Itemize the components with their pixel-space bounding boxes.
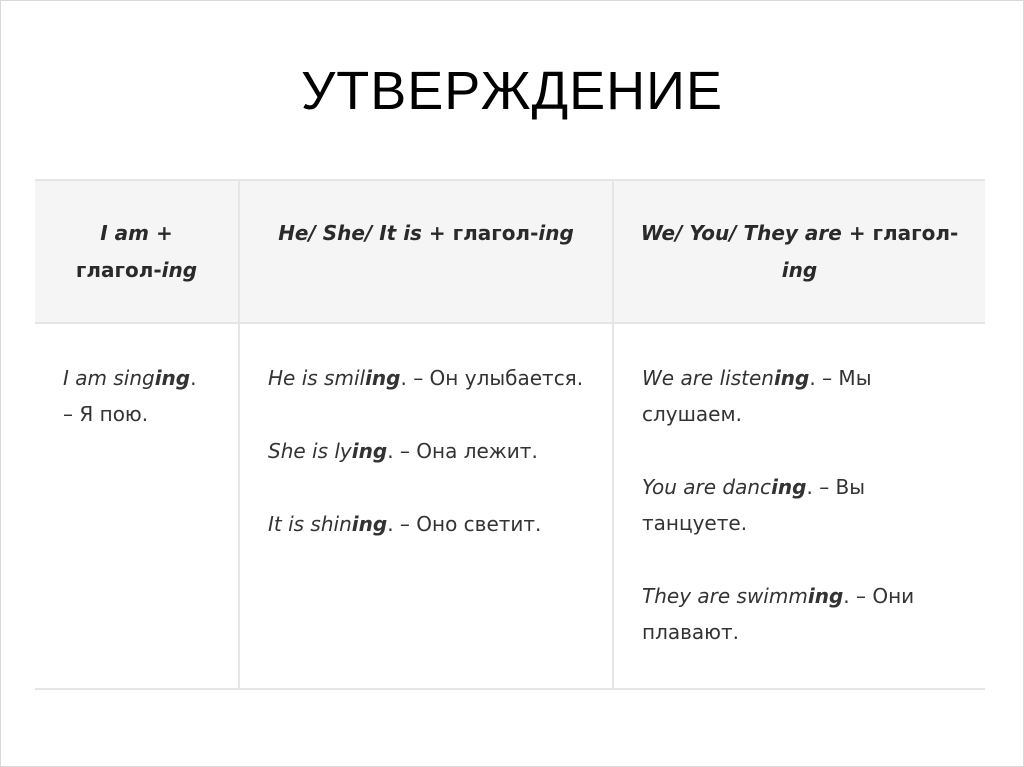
header-cell-i [35, 180, 239, 323]
example-ending: ing [365, 366, 401, 390]
header-plus: + глагол- [421, 221, 539, 245]
example-ending: ing [773, 366, 810, 390]
examples-cell-i [35, 323, 239, 689]
slide-title: УТВЕРЖДЕНИЕ [300, 61, 723, 121]
example-translation: . – Я пою. [63, 366, 197, 426]
example-sentence [642, 360, 959, 432]
header-plus: + глагол- [75, 221, 173, 282]
header-subject: We/ You/ They are [640, 221, 842, 245]
example-sentence [63, 360, 212, 432]
header-subject: He/ She/ It is [278, 221, 422, 245]
example-ending: ing [771, 475, 807, 499]
example-stem: He is smil [268, 366, 366, 390]
header-suffix: ing [538, 221, 574, 245]
header-subject: I am [100, 221, 149, 245]
example-translation: . – Она лежит. [387, 439, 538, 463]
example-ending: ing [807, 584, 844, 608]
header-cell-we-you-they [613, 180, 985, 323]
examples-row [35, 323, 985, 689]
example-stem: She is ly [268, 439, 352, 463]
header-cell-he-she-it [239, 180, 613, 323]
example-translation: . – Мы слушаем. [642, 366, 872, 426]
example-translation: . – Вы танцуете. [642, 475, 866, 535]
example-stem: We are listen [642, 366, 774, 390]
examples-cell-we-you-they [613, 323, 985, 689]
example-stem: It is shin [268, 512, 352, 536]
header-row [35, 180, 985, 323]
example-ending: ing [351, 439, 388, 463]
example-sentence [268, 506, 586, 542]
example-ending: ing [154, 366, 191, 390]
example-translation: . – Они плавают. [642, 584, 915, 644]
example-translation: . – Он улыбается. [400, 366, 584, 390]
example-stem: You are danc [642, 475, 772, 499]
example-sentence [268, 433, 586, 469]
example-sentence [268, 360, 586, 396]
example-sentence [642, 469, 959, 541]
header-suffix: ing [781, 258, 818, 282]
example-sentence [642, 578, 959, 650]
example-stem: I am sing [63, 366, 155, 390]
examples-cell-he-she-it [239, 323, 613, 689]
example-translation: . – Оно светит. [387, 512, 542, 536]
header-suffix: ing [161, 258, 198, 282]
example-stem: They are swimm [642, 584, 808, 608]
header-plus: + глагол- [841, 221, 959, 245]
grammar-table [35, 179, 985, 690]
example-ending: ing [351, 512, 388, 536]
